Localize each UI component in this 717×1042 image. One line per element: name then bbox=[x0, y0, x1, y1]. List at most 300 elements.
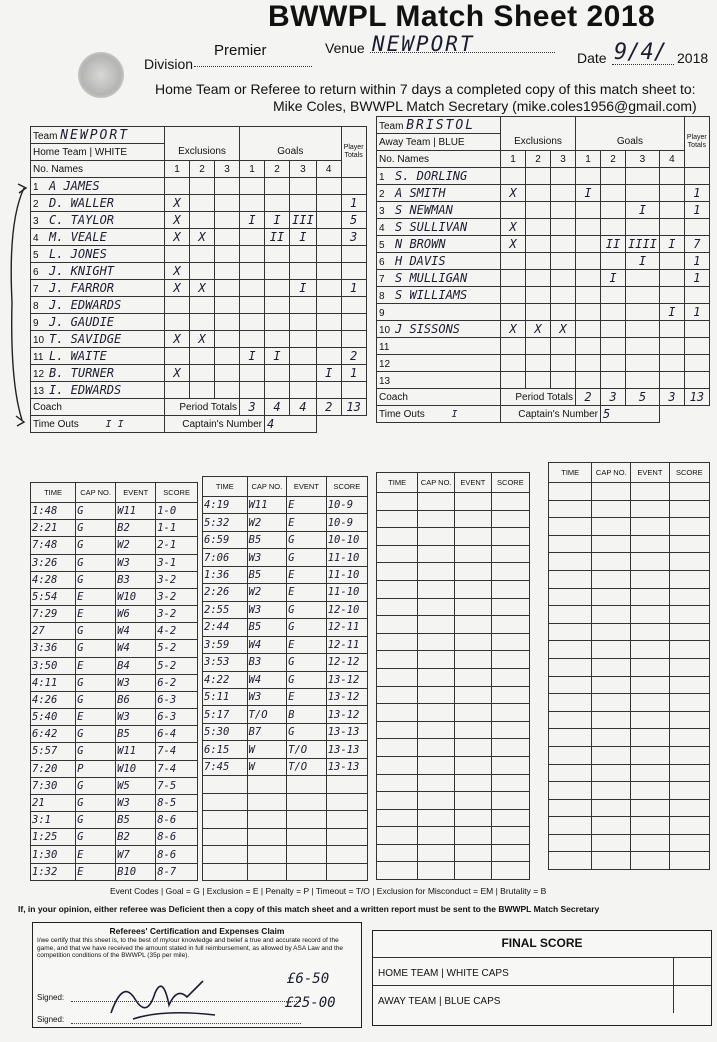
home-exclusions-header: Exclusions bbox=[165, 144, 240, 161]
goal-cell bbox=[316, 246, 341, 263]
event-row bbox=[31, 537, 198, 554]
event-row bbox=[549, 799, 710, 817]
event-cell bbox=[631, 658, 670, 676]
event-header-cell: CAP NO. bbox=[247, 477, 287, 497]
goal-cell bbox=[659, 185, 684, 202]
expense-amount-2: £25-00 bbox=[285, 995, 336, 1011]
event-cell bbox=[455, 686, 492, 704]
player-row bbox=[31, 297, 367, 314]
home-team-table: Team NEWPORT Player Totals Home Team | WHITE Exclusions Goals No. Names 1 2 3 1 2 3 4 1 A JAMES 2 D. WALLER X 1 3 C. TAYLOR X I I III 5 4 M. VEALE X X II I 3 5 L. JONES 6 J. KNIGHT X 7 J. FARROR X X I 1 8 J. EDWARDS 9 J. GAUDIE 10 T. SAVIDGE X X 11 L. WAITE I I 2 12 B. TURNER X I 1 13 I. EDWARDS Coach Period Totals 3 4 4 2 13 Time Outs I I Captain's Number 4 bbox=[30, 126, 367, 433]
goal-cell bbox=[659, 338, 684, 355]
event-row bbox=[203, 549, 368, 566]
goal-cell bbox=[659, 321, 684, 338]
exclusion-cell: X bbox=[526, 321, 551, 338]
exclusion-cell: X bbox=[165, 212, 190, 229]
event-cell: 8-6 bbox=[156, 846, 198, 863]
event-cell: 7:29 bbox=[31, 606, 76, 623]
event-cell bbox=[455, 792, 492, 810]
event-header-cell: CAP NO. bbox=[592, 463, 631, 483]
final-score-away-row bbox=[373, 985, 711, 1013]
event-cell bbox=[455, 598, 492, 616]
player-number: 12 bbox=[33, 369, 45, 380]
event-row bbox=[549, 553, 710, 571]
exclusion-cell bbox=[526, 202, 551, 219]
event-cell bbox=[491, 739, 529, 757]
event-row bbox=[31, 794, 198, 811]
event-row bbox=[31, 606, 198, 623]
event-cell bbox=[377, 651, 418, 669]
event-cell: G bbox=[76, 794, 116, 811]
event-row bbox=[549, 711, 710, 729]
event-cell bbox=[669, 729, 709, 747]
player-name: T. SAVIDGE bbox=[49, 332, 122, 346]
event-cell bbox=[549, 694, 592, 712]
event-row bbox=[203, 566, 368, 583]
event-row bbox=[377, 721, 530, 739]
event-cell bbox=[203, 793, 248, 810]
goal-cell bbox=[265, 297, 290, 314]
period-totals-label: Period Totals bbox=[501, 389, 576, 406]
exclusion-cell bbox=[190, 195, 215, 212]
goal-cell bbox=[316, 178, 341, 195]
event-cell bbox=[669, 799, 709, 817]
goal-cell bbox=[576, 304, 601, 321]
event-cell bbox=[592, 658, 631, 676]
event-cell: W4 bbox=[247, 636, 287, 653]
event-row bbox=[203, 811, 368, 828]
event-cell bbox=[669, 553, 709, 571]
event-header-cell: SCORE bbox=[326, 477, 367, 497]
player-total: 5 bbox=[341, 212, 366, 229]
event-cell: 13-13 bbox=[326, 758, 367, 775]
player-name: L. WAITE bbox=[49, 349, 107, 363]
event-cell bbox=[455, 862, 492, 880]
event-cell bbox=[491, 580, 529, 598]
event-cell bbox=[549, 799, 592, 817]
event-cell: G bbox=[76, 520, 116, 537]
event-cell: 4:11 bbox=[31, 674, 76, 691]
event-row bbox=[203, 497, 368, 514]
event-cell: G bbox=[76, 640, 116, 657]
event-cell: B bbox=[287, 706, 327, 723]
event-cell bbox=[549, 518, 592, 536]
event-cell bbox=[377, 686, 418, 704]
event-row bbox=[377, 580, 530, 598]
player-row bbox=[31, 246, 367, 263]
league-logo bbox=[78, 52, 124, 98]
event-cell: B2 bbox=[116, 520, 156, 537]
exclusion-cell: X bbox=[165, 263, 190, 280]
player-total bbox=[341, 331, 366, 348]
event-row bbox=[377, 510, 530, 528]
final-score-home-label: HOME TEAM | WHITE CAPS bbox=[378, 968, 509, 979]
player-row bbox=[31, 229, 367, 246]
event-cell: 11-10 bbox=[326, 584, 367, 601]
goal-cell bbox=[601, 304, 626, 321]
player-cell bbox=[377, 219, 501, 236]
event-row bbox=[31, 863, 198, 880]
exclusion-cell bbox=[526, 185, 551, 202]
event-cell: W3 bbox=[116, 554, 156, 571]
goal-cell bbox=[316, 229, 341, 246]
goal-cell bbox=[601, 168, 626, 185]
event-cell: T/O bbox=[247, 706, 287, 723]
exclusion-cell: X bbox=[501, 321, 526, 338]
event-cell bbox=[549, 711, 592, 729]
captain-number: 5 bbox=[601, 406, 660, 423]
exclusion-cell bbox=[190, 246, 215, 263]
event-cell: B3 bbox=[116, 571, 156, 588]
player-cell bbox=[377, 185, 501, 202]
referee-signature bbox=[103, 969, 223, 1025]
event-cell bbox=[592, 694, 631, 712]
event-cell: 1:48 bbox=[31, 503, 76, 520]
event-cell bbox=[549, 746, 592, 764]
exclusion-cell bbox=[190, 365, 215, 382]
exclusion-cell bbox=[215, 331, 240, 348]
event-cell: 4:19 bbox=[203, 497, 248, 514]
event-row bbox=[377, 651, 530, 669]
event-cell: 2:55 bbox=[203, 601, 248, 618]
event-cell: 7:45 bbox=[203, 758, 248, 775]
event-cell bbox=[669, 834, 709, 852]
player-cell bbox=[377, 168, 501, 185]
player-cell bbox=[31, 263, 165, 280]
event-row bbox=[549, 658, 710, 676]
exclusion-cell: X bbox=[165, 195, 190, 212]
event-header-cell: EVENT bbox=[455, 473, 492, 493]
goal-cell: IIII bbox=[626, 236, 660, 253]
exclusion-cell bbox=[526, 270, 551, 287]
player-number: 9 bbox=[379, 308, 385, 319]
event-cell: 5:40 bbox=[31, 709, 76, 726]
goal-cell bbox=[290, 365, 317, 382]
event-cell bbox=[631, 694, 670, 712]
goal-cell bbox=[240, 331, 265, 348]
event-cell bbox=[418, 545, 455, 563]
event-cell bbox=[491, 668, 529, 686]
goal-cell bbox=[240, 382, 265, 399]
event-cell: W3 bbox=[116, 794, 156, 811]
player-total: 3 bbox=[341, 229, 366, 246]
player-total bbox=[341, 178, 366, 195]
event-cell: G bbox=[76, 623, 116, 640]
exclusion-cell bbox=[215, 314, 240, 331]
player-row bbox=[31, 314, 367, 331]
goal-cell bbox=[659, 219, 684, 236]
event-row bbox=[549, 606, 710, 624]
event-cell: 12-10 bbox=[326, 601, 367, 618]
event-cell bbox=[418, 493, 455, 511]
exclusion-cell bbox=[190, 382, 215, 399]
goal-cell bbox=[601, 185, 626, 202]
event-cell: E bbox=[287, 566, 327, 583]
player-number: 5 bbox=[379, 240, 385, 251]
final-score-home-value bbox=[673, 958, 712, 985]
deficient-referee-note: If, in your opinion, either referee was Deficient then a copy of this match sheet and a written report must be sent to the BWWPL Match Secretary bbox=[18, 904, 600, 914]
timeouts-cell bbox=[31, 416, 165, 433]
event-cell: B5 bbox=[116, 812, 156, 829]
player-row bbox=[377, 185, 710, 202]
player-number: 6 bbox=[33, 267, 39, 278]
coach-row bbox=[31, 399, 367, 416]
player-total bbox=[684, 372, 709, 389]
event-cell bbox=[377, 809, 418, 827]
event-row bbox=[377, 493, 530, 511]
exclusion-cell: X bbox=[165, 280, 190, 297]
player-number: 6 bbox=[379, 257, 385, 268]
player-total bbox=[341, 314, 366, 331]
event-cell: 13-12 bbox=[326, 671, 367, 688]
player-name: J. GAUDIE bbox=[49, 315, 115, 329]
exclusion-cell bbox=[526, 236, 551, 253]
event-cell bbox=[326, 828, 367, 845]
event-cell: P bbox=[76, 760, 116, 777]
player-number: 12 bbox=[379, 359, 391, 370]
player-total: 1 bbox=[684, 185, 709, 202]
event-cell: G bbox=[287, 723, 327, 740]
player-cell bbox=[377, 270, 501, 287]
event-cell bbox=[669, 623, 709, 641]
captain-label: Captain's Number bbox=[165, 416, 265, 433]
event-cell: 7:30 bbox=[31, 777, 76, 794]
event-header-row bbox=[203, 477, 368, 497]
event-cell bbox=[592, 553, 631, 571]
event-row bbox=[203, 514, 368, 531]
event-cell bbox=[631, 588, 670, 606]
event-cell bbox=[418, 668, 455, 686]
goal-cell bbox=[576, 321, 601, 338]
event-cell bbox=[669, 606, 709, 624]
period-total-cell: 3 bbox=[240, 399, 265, 416]
event-cell: 27 bbox=[31, 623, 76, 640]
event-row bbox=[549, 518, 710, 536]
home-goals-header: Goals bbox=[240, 144, 342, 161]
date-year: 2018 bbox=[677, 50, 709, 66]
event-cell bbox=[549, 817, 592, 835]
event-cell: 7:20 bbox=[31, 760, 76, 777]
goal-cell bbox=[601, 338, 626, 355]
player-number: 2 bbox=[33, 199, 39, 210]
event-row bbox=[31, 503, 198, 520]
goal-cell bbox=[659, 270, 684, 287]
signed-label-1: Signed: bbox=[37, 993, 65, 1002]
event-cell bbox=[491, 774, 529, 792]
goal-cell bbox=[316, 280, 341, 297]
event-cell bbox=[592, 817, 631, 835]
event-cell bbox=[669, 694, 709, 712]
event-cell bbox=[592, 729, 631, 747]
event-cell bbox=[377, 827, 418, 845]
player-cell bbox=[31, 297, 165, 314]
goal-cell bbox=[290, 348, 317, 365]
event-row bbox=[31, 520, 198, 537]
event-cell bbox=[247, 828, 287, 845]
event-cell bbox=[326, 811, 367, 828]
instruction-line-2: Mike Coles, BWWPL Match Secretary (mike.coles1956@gmail.com) bbox=[273, 98, 697, 114]
goal-cell: I bbox=[659, 236, 684, 253]
event-cell: 5:32 bbox=[203, 514, 248, 531]
event-cell: 4:22 bbox=[203, 671, 248, 688]
event-cell: 3-1 bbox=[156, 554, 198, 571]
event-cell bbox=[418, 633, 455, 651]
player-cell bbox=[377, 304, 501, 321]
event-cell bbox=[491, 792, 529, 810]
event-cell: 7:48 bbox=[31, 537, 76, 554]
event-cell: W2 bbox=[247, 514, 287, 531]
player-number: 11 bbox=[33, 352, 44, 363]
event-header-cell: SCORE bbox=[669, 463, 709, 483]
period-total-cell: 5 bbox=[626, 389, 660, 406]
event-header-cell: CAP NO. bbox=[76, 483, 116, 503]
player-row bbox=[377, 168, 710, 185]
event-cell bbox=[418, 528, 455, 546]
goal-cell bbox=[576, 287, 601, 304]
event-row bbox=[203, 706, 368, 723]
event-row bbox=[203, 636, 368, 653]
player-name: L. JONES bbox=[49, 247, 107, 261]
event-cell: 1:36 bbox=[203, 566, 248, 583]
timeouts-row bbox=[31, 416, 367, 433]
goal-cell bbox=[290, 178, 317, 195]
player-cell bbox=[377, 321, 501, 338]
goal-cell bbox=[601, 321, 626, 338]
event-cell bbox=[669, 500, 709, 518]
event-cell bbox=[631, 782, 670, 800]
event-cell bbox=[455, 510, 492, 528]
event-cell: G bbox=[287, 671, 327, 688]
event-cell bbox=[247, 846, 287, 863]
player-number: 1 bbox=[33, 182, 39, 193]
goal-cell bbox=[626, 185, 660, 202]
event-cell: B3 bbox=[247, 654, 287, 671]
event-row bbox=[203, 758, 368, 775]
event-row bbox=[31, 691, 198, 708]
event-row bbox=[377, 704, 530, 722]
exclusion-cell: X bbox=[501, 219, 526, 236]
event-cell bbox=[631, 623, 670, 641]
event-cell bbox=[631, 817, 670, 835]
event-cell bbox=[455, 580, 492, 598]
goal-cell bbox=[240, 297, 265, 314]
goal-cell bbox=[601, 355, 626, 372]
event-cell: E bbox=[287, 497, 327, 514]
player-name: M. VEALE bbox=[49, 230, 107, 244]
event-row bbox=[377, 844, 530, 862]
exclusion-cell bbox=[551, 253, 576, 270]
event-cell: 12-11 bbox=[326, 619, 367, 636]
event-row bbox=[31, 571, 198, 588]
captain-number: 4 bbox=[265, 416, 317, 433]
captain-label: Captain's Number bbox=[501, 406, 601, 423]
period-total-cell: 2 bbox=[576, 389, 601, 406]
event-cell bbox=[418, 809, 455, 827]
goal-cell bbox=[290, 195, 317, 212]
event-cell: 3:50 bbox=[31, 657, 76, 674]
event-row bbox=[31, 709, 198, 726]
event-cell: 6:15 bbox=[203, 741, 248, 758]
event-cell bbox=[631, 570, 670, 588]
player-number: 9 bbox=[33, 318, 39, 329]
exclusion-cell bbox=[165, 348, 190, 365]
event-row bbox=[549, 764, 710, 782]
event-row bbox=[549, 746, 710, 764]
timeouts-label: Time Outs bbox=[33, 418, 79, 430]
event-row bbox=[377, 792, 530, 810]
event-cell bbox=[287, 776, 327, 793]
event-cell: 13-12 bbox=[326, 688, 367, 705]
player-cell bbox=[31, 280, 165, 297]
event-cell: 3:1 bbox=[31, 812, 76, 829]
event-cell: G bbox=[76, 691, 116, 708]
player-row bbox=[377, 219, 710, 236]
event-cell: G bbox=[76, 674, 116, 691]
goal-cell bbox=[240, 195, 265, 212]
event-cell: 5-2 bbox=[156, 640, 198, 657]
event-cell: E bbox=[76, 863, 116, 880]
event-cell: E bbox=[287, 584, 327, 601]
event-log-table-3 bbox=[376, 472, 530, 880]
event-cell bbox=[491, 633, 529, 651]
event-cell: 7:06 bbox=[203, 549, 248, 566]
event-cell bbox=[418, 844, 455, 862]
event-cell: W11 bbox=[116, 743, 156, 760]
event-cell bbox=[491, 563, 529, 581]
goal-cell bbox=[601, 372, 626, 389]
event-cell bbox=[592, 570, 631, 588]
event-cell bbox=[669, 746, 709, 764]
exclusion-cell bbox=[215, 263, 240, 280]
event-cell: 5-2 bbox=[156, 657, 198, 674]
event-cell bbox=[455, 668, 492, 686]
player-name: H DAVIS bbox=[395, 254, 446, 268]
event-row bbox=[31, 846, 198, 863]
goal-cell bbox=[316, 348, 341, 365]
event-cell bbox=[455, 774, 492, 792]
event-cell bbox=[592, 588, 631, 606]
home-team-name: NEWPORT bbox=[60, 127, 130, 143]
player-total: 2 bbox=[341, 348, 366, 365]
exclusion-cell bbox=[501, 253, 526, 270]
signed-label-2: Signed: bbox=[37, 1015, 65, 1024]
event-row bbox=[31, 812, 198, 829]
event-cell: 1:30 bbox=[31, 846, 76, 863]
event-cell bbox=[418, 598, 455, 616]
player-cell bbox=[377, 236, 501, 253]
timeout-mark: I bbox=[117, 418, 124, 430]
player-cell bbox=[377, 338, 501, 355]
player-row bbox=[31, 365, 367, 382]
player-row bbox=[31, 178, 367, 195]
exclusion-cell bbox=[501, 202, 526, 219]
event-row bbox=[377, 563, 530, 581]
event-cell: 2:44 bbox=[203, 619, 248, 636]
event-cell: 2:26 bbox=[203, 584, 248, 601]
event-cell bbox=[669, 852, 709, 870]
exclusion-cell bbox=[551, 338, 576, 355]
event-cell: 6-3 bbox=[156, 709, 198, 726]
goal-cell bbox=[265, 314, 290, 331]
event-cell: W3 bbox=[247, 688, 287, 705]
event-cell: 8-6 bbox=[156, 829, 198, 846]
goal-cell bbox=[576, 372, 601, 389]
event-cell: W3 bbox=[247, 549, 287, 566]
event-cell: 3-2 bbox=[156, 606, 198, 623]
goal-cell bbox=[601, 219, 626, 236]
exclusion-cell bbox=[551, 270, 576, 287]
event-cell bbox=[455, 704, 492, 722]
event-cell bbox=[455, 844, 492, 862]
